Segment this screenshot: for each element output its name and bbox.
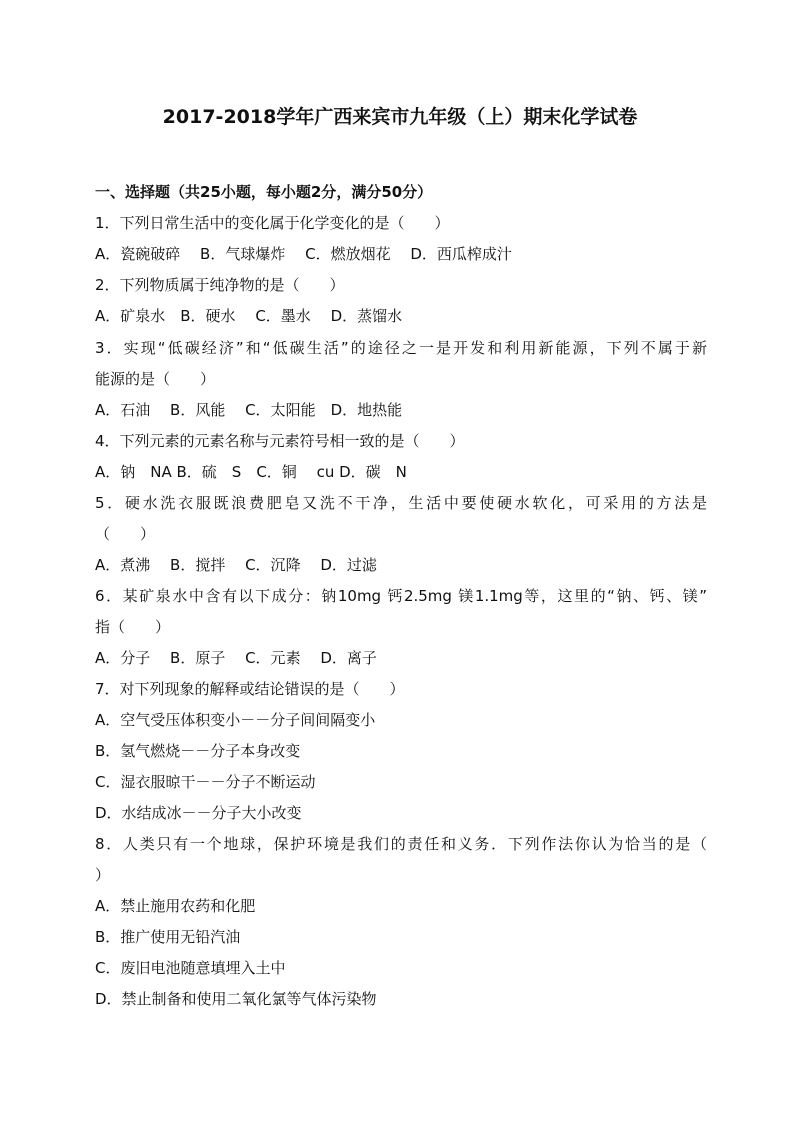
question-2-options: A．矿泉水 B．硬水 C．墨水 D．蒸馏水: [95, 307, 403, 325]
question-6-stem-line-2: 指（ ）: [95, 618, 171, 636]
question-8-stem-line-1: 8．人类只有一个地球，保护环境是我们的责任和义务．下列作法你认为恰当的是（: [95, 835, 707, 853]
question-5-options: A．煮沸 B．搅拌 C．沉降 D．过滤: [95, 556, 377, 574]
question-7-option-c: C．湿衣服晾干－－分子不断运动: [95, 773, 316, 791]
question-8-option-b: B．推广使用无铅汽油: [95, 928, 241, 946]
question-3-stem-line-1: 3．实现“低碳经济”和“低碳生活”的途径之一是开发和利用新能源，下列不属于新: [95, 339, 707, 357]
question-8-stem-line-2: ）: [95, 866, 111, 884]
question-8-option-c: C．废旧电池随意填埋入土中: [95, 959, 286, 977]
question-3-options: A．石油 B．风能 C．太阳能 D．地热能: [95, 401, 403, 419]
section-heading: 一、选择题（共25小题，每小题2分，满分50分）: [95, 183, 433, 201]
question-7-option-b: B．氢气燃烧－－分子本身改变: [95, 742, 301, 760]
question-1-stem: 1．下列日常生活中的变化属于化学变化的是（ ）: [95, 214, 450, 232]
question-2-stem: 2．下列物质属于纯净物的是（ ）: [95, 276, 345, 294]
question-5-stem-line-1: 5．硬水洗衣服既浪费肥皂又洗不干净，生活中要使硬水软化，可采用的方法是: [95, 494, 707, 512]
question-6-options: A．分子 B．原子 C．元素 D．离子: [95, 649, 377, 667]
question-3-stem-line-2: 能源的是（ ）: [95, 370, 216, 388]
question-7-stem: 7．对下列现象的解释或结论错误的是（ ）: [95, 680, 405, 698]
question-8-option-a: A．禁止施用农药和化肥: [95, 897, 256, 915]
question-5-stem-line-2: （ ）: [95, 525, 156, 543]
question-4-options: A．钠 NA B．硫 S C．铜 cu D．碳 N: [95, 463, 407, 481]
question-7-option-d: D．水结成冰－－分子大小改变: [95, 804, 302, 822]
question-1-options: A．瓷碗破碎 B．气球爆炸 C．燃放烟花 D．西瓜榨成汁: [95, 245, 512, 263]
question-7-option-a: A．空气受压体积变小－－分子间间隔变小: [95, 711, 376, 729]
question-6-stem-line-1: 6．某矿泉水中含有以下成分：钠10mg 钙2.5mg 镁1.1mg等，这里的“钠、钙、镁”: [95, 587, 707, 605]
page-title: 2017-2018学年广西来宾市九年级（上）期末化学试卷: [162, 106, 638, 128]
question-8-option-d: D．禁止制备和使用二氧化氯等气体污染物: [95, 990, 377, 1008]
question-4-stem: 4．下列元素的元素名称与元素符号相一致的是（ ）: [95, 432, 465, 450]
